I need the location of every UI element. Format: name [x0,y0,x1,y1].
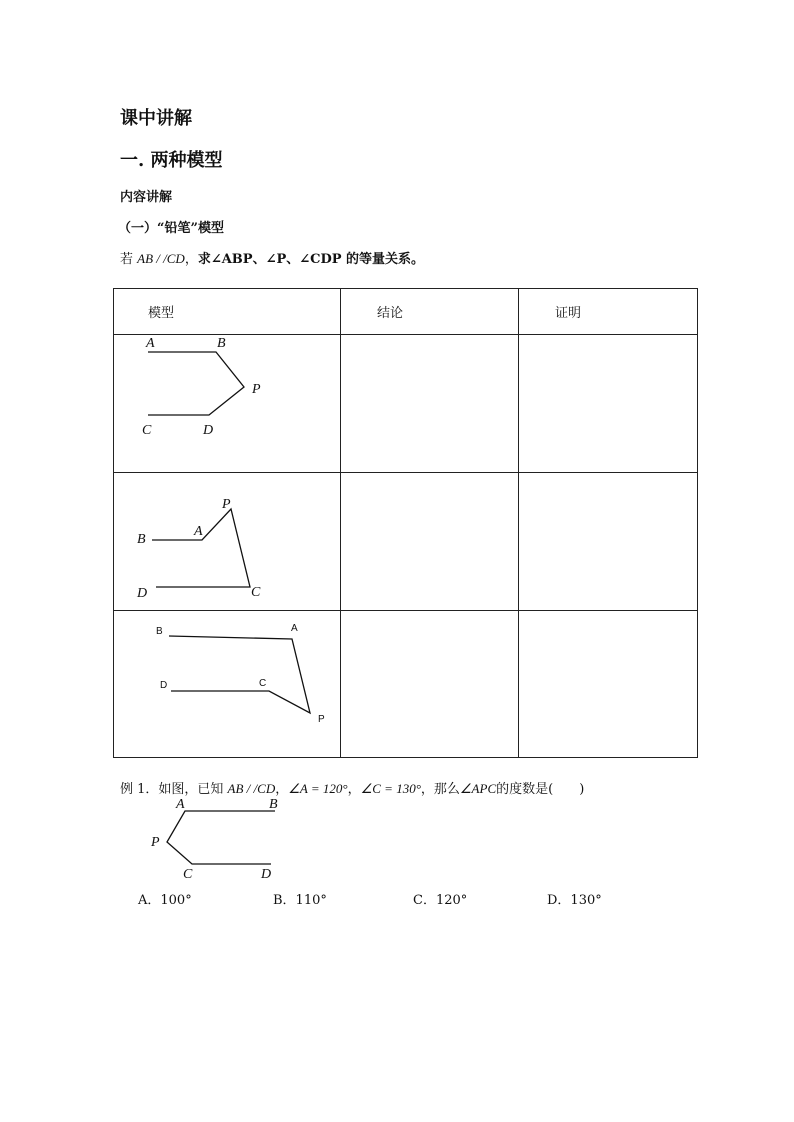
header-cell-model: 模型 [114,289,341,335]
example-text: 如图，已知 [158,782,228,797]
figure-label: B [137,532,146,547]
lesson-heading: 课中讲解 [120,108,192,129]
example-text: 的度数是( ) [496,782,585,797]
figure-label: D [261,867,272,882]
conclusion-cell[interactable] [341,473,519,611]
model-table [113,288,698,758]
question-prefix: 若 [120,252,138,267]
figure-label: B [217,336,226,351]
figure-label: D [160,680,168,691]
figure-label: P [222,497,231,512]
conclusion-cell[interactable] [341,611,519,758]
example-sep: ， [347,782,361,797]
question-text [120,248,424,267]
figure-label: A [291,623,298,634]
header-cell-proof: 证明 [519,289,698,335]
pencil-model-figure-2 [114,473,340,606]
figure-label: D [203,423,214,438]
option-c[interactable]: C．120° [413,893,468,908]
example-angle-a: ∠A = 120° [288,781,348,796]
example-figure [140,794,300,884]
figure-cell [114,473,341,611]
question-body: 求∠ABP、∠P、∠CDP 的等量关系。 [197,252,425,267]
question-sep: ， [184,252,198,267]
example-target: ∠APC [459,781,497,796]
figure-label: A [146,336,155,351]
figure-label: C [183,867,193,882]
figure-label: A [176,797,185,812]
pencil-model-figure-3 [114,611,340,753]
table-row [114,335,698,473]
proof-cell[interactable] [519,473,698,611]
question-given: AB / /CD [137,251,185,266]
figure-label: P [252,382,261,397]
example-label: 例 1． [120,782,159,797]
figure-cell [114,611,341,758]
figure-label: C [142,423,152,438]
option-a[interactable]: A．100° [138,893,192,908]
header-cell-conclusion: 结论 [341,289,519,335]
example-text: ，那么 [420,782,460,797]
figure-label: P [151,835,160,850]
figure-label: P [318,714,325,725]
example-angle-c: ∠C = 130° [360,781,421,796]
option-d[interactable]: D．130° [547,893,602,908]
figure-label: B [269,797,278,812]
model-heading: （一）“铅笔”模型 [118,221,224,236]
figure-label: A [194,524,203,539]
table-row [114,611,698,758]
pencil-model-figure-1 [114,335,340,468]
figure-label: C [251,585,261,600]
proof-cell[interactable] [519,611,698,758]
table-header-row [114,289,698,335]
table-row [114,473,698,611]
proof-cell[interactable] [519,335,698,473]
example-given: AB / /CD [227,781,276,796]
content-heading: 内容讲解 [120,190,173,205]
figure-label: C [259,678,267,689]
figure-cell [114,335,341,473]
figure-label: D [137,586,148,601]
section-heading: 一. 两种模型 [120,150,223,171]
option-b[interactable]: B．110° [273,893,327,908]
conclusion-cell[interactable] [341,335,519,473]
example-sep: ， [275,782,289,797]
figure-label: B [156,626,163,637]
